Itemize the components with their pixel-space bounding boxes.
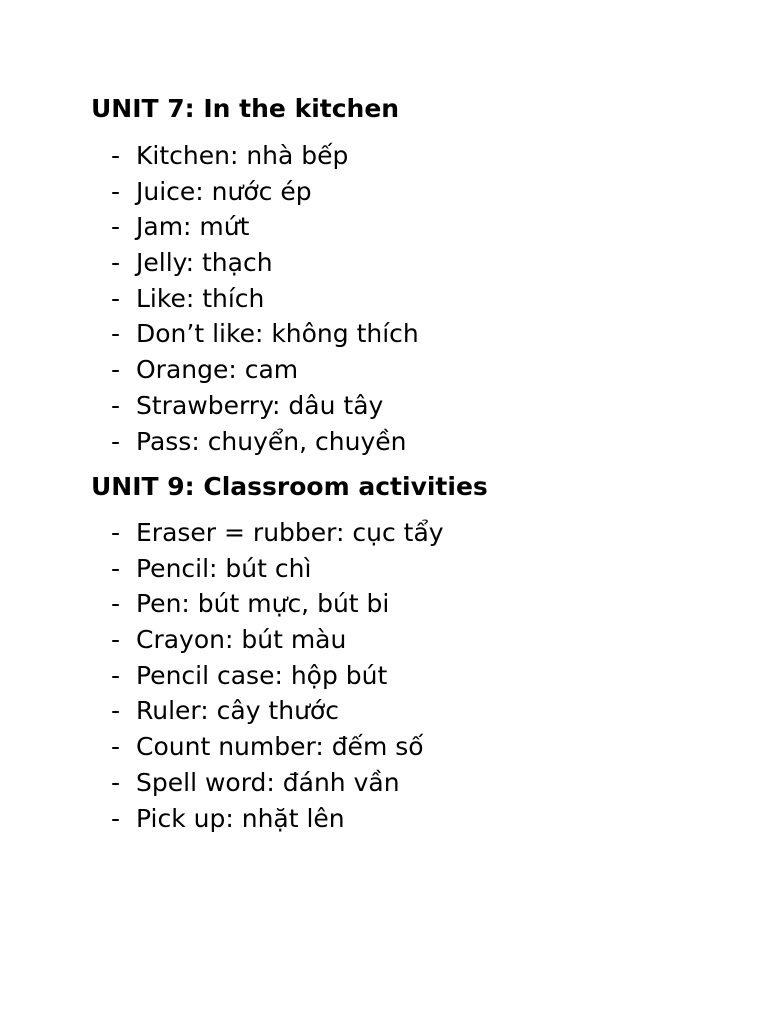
vocab-entry: Strawberry: dâu tây — [136, 390, 384, 420]
vocab-entry: Jam: mứt — [136, 212, 250, 242]
vocab-entry: Spell word: đánh vần — [136, 767, 400, 797]
vocab-entry: Don’t like: không thích — [136, 319, 419, 349]
bullet-dash: - — [111, 176, 121, 206]
bullet-dash: - — [111, 390, 121, 420]
bullet-dash: - — [111, 319, 121, 349]
unit-7-heading: UNIT 7: In the kitchen — [91, 94, 400, 123]
bullet-dash: - — [111, 283, 121, 313]
bullet-dash: - — [111, 518, 121, 547]
bullet-dash: - — [111, 426, 121, 456]
bullet-dash: - — [111, 732, 121, 762]
bullet-dash: - — [111, 553, 121, 583]
vocab-entry: Eraser = rubber: cục tẩy — [136, 518, 444, 547]
bullet-dash: - — [111, 625, 121, 655]
bullet-dash: - — [111, 589, 121, 619]
unit-9-heading: UNIT 9: Classroom activities — [91, 472, 488, 501]
bullet-dash: - — [111, 248, 121, 278]
bullet-dash: - — [111, 212, 121, 242]
vocab-entry: Pen: bút mực, bút bi — [136, 589, 390, 619]
vocab-entry: Jelly: thạch — [136, 248, 273, 278]
vocab-entry: Pencil: bút chì — [136, 553, 312, 583]
bullet-dash: - — [111, 660, 121, 690]
vocab-entry: Kitchen: nhà bếp — [136, 141, 349, 170]
bullet-dash: - — [111, 767, 121, 797]
vocab-entry: Pass: chuyển, chuyền — [136, 426, 407, 456]
vocab-entry: Ruler: cây thước — [136, 696, 339, 726]
vocab-entry: Count number: đếm số — [136, 732, 424, 762]
vocab-entry: Crayon: bút màu — [136, 625, 347, 655]
vocab-entry: Juice: nước ép — [136, 176, 312, 206]
vocab-entry: Pick up: nhặt lên — [136, 803, 345, 833]
vocab-entry: Pencil case: hộp bút — [136, 660, 388, 690]
bullet-dash: - — [111, 141, 121, 170]
vocab-entry: Like: thích — [136, 283, 265, 313]
vocab-entry: Orange: cam — [136, 355, 299, 385]
bullet-dash: - — [111, 803, 121, 833]
bullet-dash: - — [111, 355, 121, 385]
bullet-dash: - — [111, 696, 121, 726]
